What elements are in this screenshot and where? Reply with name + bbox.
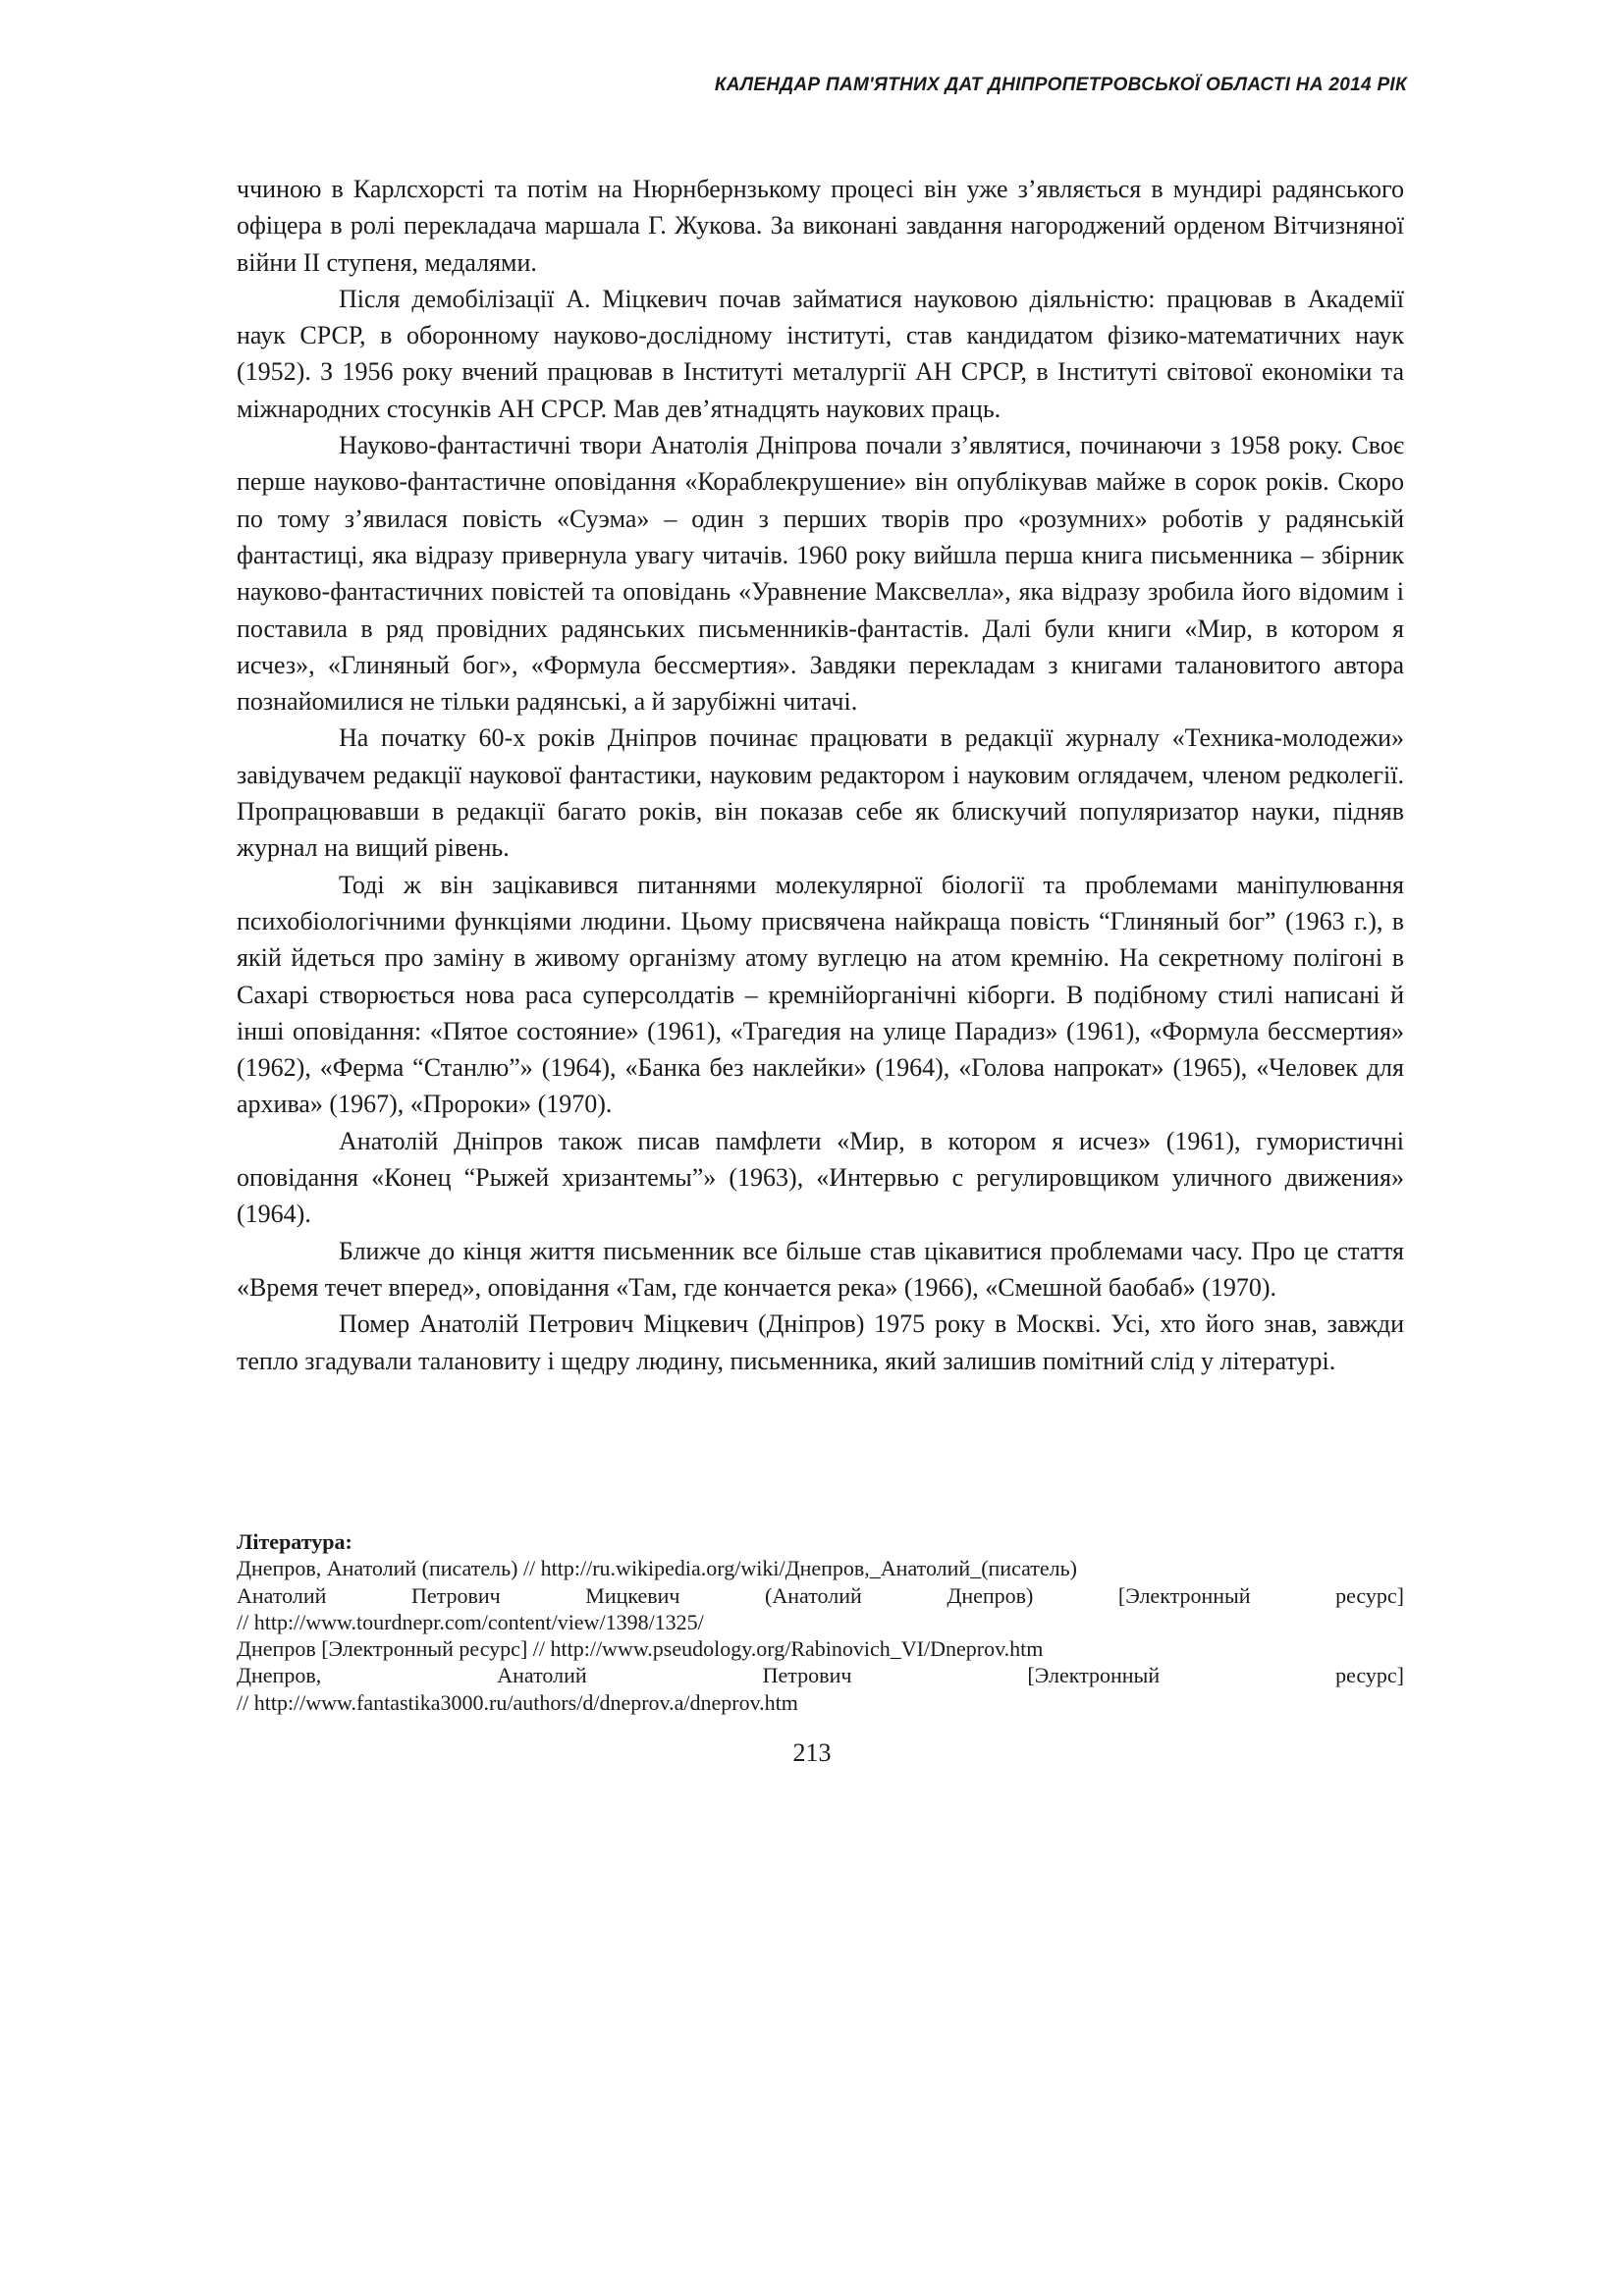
literature-entry: Днепров [Электронный ресурс] // http://www.pseudology.org/Rabinovich_VI/Dneprov.htm — [237, 1636, 1044, 1662]
paragraph-sci-fi-works: Науково-фантастичні твори Анатолія Дніпрова почали з’являтися, починаючи з 1958 року. Своє перше науково-фантастичне оповідання «Кораблекрушение» він опублікував майже в сорок років. Скоро по тому з’явилася повість «Суэма» – один з перших творів про «розумних» роботів у радянській фантастиці, яка відразу привернула увагу читачів. 1960 року вийшла перша книга письменника – збірник науково-фантастичних повістей та оповідань «Уравнение Максвелла», яка відразу зробила його відомим і поставила в ряд провідних радянських письменників-фантастів. Далі були книги «Мир, в котором я исчез», «Глиняный бог», «Формула бессмертия». Завдяки перекладам з книгами талановитого автора познайомилися не тільки радянські, а й зарубіжні читачі. — [237, 431, 1404, 717]
paragraph-pamphlets: Анатолій Дніпров також писав памфлети «Мир, в котором я исчез» (1961), гумористичні оповідання «Конец “Рыжей хризантемы”» (1963), «Интервью с регулировщиком уличного движения» (1964). — [237, 1126, 1404, 1229]
literature-entry: Анатолий Петрович Мицкевич (Анатолий Днепров) [Электронный ресурс] — [237, 1582, 1404, 1608]
literature-entry: // http://www.fantastika3000.ru/authors/d/dneprov.a/dneprov.htm — [237, 1689, 798, 1715]
literature-heading: Література: — [237, 1529, 352, 1554]
paragraph-late-works: Ближче до кінця життя письменник все більше став цікавитися проблемами часу. Про це стаття «Время течет вперед», оповідання «Там, где кончается река» (1966), «Смешной баобаб» (1970). — [237, 1236, 1404, 1302]
article-body — [237, 171, 1404, 1379]
literature-section — [237, 1528, 1404, 1716]
paragraph-continuation: ччиною в Карлсхорсті та потім на Нюрнбернзькому процесі він уже з’являється в мундирі радянського офіцера в ролі перекладача маршала Г. Жукова. За виконані завдання нагороджений орденом Вітчизняної війни ІІ ступеня, медалями. — [237, 175, 1404, 277]
page-number: 213 — [792, 1738, 832, 1767]
paragraph-demobilization: Після демобілізації А. Міцкевич почав займатися науковою діяльністю: працював в Академії наук СРСР, в оборонному науково-дослідному інституті, став кандидатом фізико-математичних наук (1952). З 1956 року вчений працював в Інституті металургії АН СРСР, в Інституті світової економіки та міжнародних стосунків АН СРСР. Мав дев’ятнадцять наукових праць. — [237, 284, 1404, 423]
paragraph-magazine: На початку 60-х років Дніпров починає працювати в редакції журналу «Техника-молодежи» завідувачем редакції наукової фантастики, науковим редактором і науковим оглядачем, членом редколегії. Пропрацювавши в редакції багато років, він показав себе як блискучий популяризатор науки, підняв журнал на вищий рівень. — [237, 723, 1404, 863]
literature-entry: Днепров, Анатолий (писатель) // http://ru.wikipedia.org/wiki/Днепров,_Анатолий_(писатель) — [237, 1556, 1078, 1581]
literature-entry: Днепров, Анатолий Петрович [Электронный ресурс] — [237, 1663, 1404, 1688]
literature-entry: // http://www.tourdnepr.com/content/view/1398/1325/ — [237, 1609, 704, 1634]
paragraph-biology-works: Тоді ж він зацікавився питаннями молекулярної біології та проблемами маніпулювання психобіологічними функціями людини. Цьому присвячена найкраща повість “Глиняный бог” (1963 г.), в якій йдеться про заміну в живому організму атому вуглецю на атом кремнію. На секретному полігоні в Сахарі створюється нова раса суперсолдатів – кремнійорганічні кіборги. В подібному стилі написані й інші оповідання: «Пятое состояние» (1961), «Трагедия на улице Парадиз» (1961), «Формула бессмертия» (1962), «Ферма “Станлю”» (1964), «Банка без наклейки» (1964), «Голова напрокат» (1965), «Человек для архива» (1967), «Пророки» (1970). — [237, 870, 1404, 1119]
running-header: КАЛЕНДАР ПАМ'ЯТНИХ ДАТ ДНІПРОПЕТРОВСЬКОЇ ОБЛАСТІ НА 2014 РІК — [714, 75, 1407, 95]
paragraph-death: Помер Анатолій Петрович Міцкевич (Дніпров) 1975 року в Москві. Усі, хто його знав, завжди тепло згадували талановиту і щедру людину, письменника, який залишив помітний слід у літературі. — [237, 1309, 1404, 1375]
